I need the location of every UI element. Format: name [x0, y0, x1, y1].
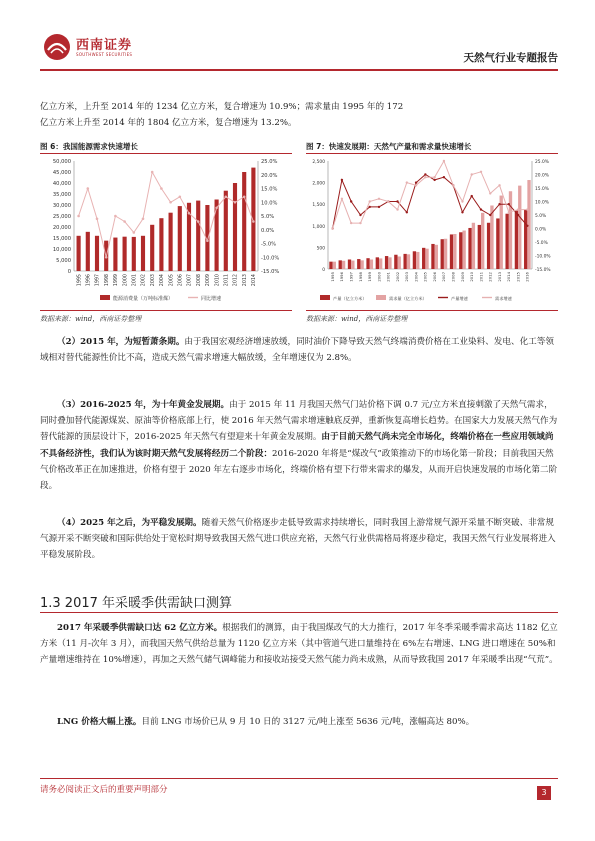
bar-2000-1: [123, 237, 127, 271]
line-point-2012: [489, 192, 491, 194]
line-point-2016: [526, 208, 528, 210]
footer-disclaimer: 请务必阅读正文后的重要声明部分: [40, 785, 168, 795]
line-point-2006: [179, 195, 182, 198]
line-point-1996: [341, 198, 343, 200]
line-point-2007: [443, 176, 445, 178]
line-point-2003: [406, 181, 408, 183]
section-p2-text: 目前 LNG 市场价已从 9 月 10 日的 3127 元/吨上涨至 5636 元/吨，涨幅高达 80%。: [141, 717, 475, 727]
y-left-tick-label: 2,000: [312, 181, 325, 187]
x-tick-label: 2010: [215, 274, 221, 287]
x-tick-label: 2004: [413, 272, 419, 282]
line-point-1997: [350, 200, 352, 202]
section-p2-bold: LNG 价格大幅上涨。: [57, 717, 142, 727]
bar-2005-2: [425, 249, 428, 269]
x-tick-label: 2000: [123, 274, 129, 287]
paragraph-2015-text: 由于我国宏观经济增速放缓，同时油价下降导致天然气终端消费价格在工业染料、发电、化工等领域相对替代能源性价比不高，造成天然气需求增速大幅放缓，全年增速仅为 2.8%。: [40, 337, 554, 364]
x-tick-label: 2003: [150, 274, 156, 287]
y-right-tick-label: 5.0%: [261, 214, 275, 220]
bar-2005-1: [422, 248, 425, 269]
bar-2016-2: [527, 180, 530, 269]
line-point-2013: [498, 203, 500, 205]
legend-label: 产量（亿立方米）: [333, 296, 367, 301]
bar-2011-1: [478, 225, 481, 269]
bar-2006-1: [178, 206, 182, 271]
line-point-2008: [452, 184, 454, 186]
x-tick-label: 2001: [132, 274, 138, 287]
x-tick-label: 1996: [339, 271, 345, 282]
y-right-tick-label: 20.0%: [261, 172, 278, 179]
bar-2008-1: [196, 201, 200, 271]
line-point-2007: [443, 160, 445, 162]
x-tick-label: 2010: [469, 271, 475, 282]
line-point-2011: [480, 208, 482, 210]
bar-2003-1: [150, 225, 154, 271]
line-point-2012: [234, 201, 237, 204]
bar-1996-2: [342, 261, 345, 269]
line-point-2014: [252, 220, 255, 223]
line-point-2009: [461, 200, 463, 202]
line-point-2010: [215, 206, 218, 209]
section-title: 1.3 2017 年采暖季供需缺口测算: [40, 596, 233, 611]
line-point-2005: [424, 176, 426, 178]
bar-2012-1: [487, 223, 490, 269]
x-tick-label: 2000: [376, 272, 382, 282]
figure-6-top-rule: [40, 153, 292, 154]
y-right-tick-label: 5.0%: [535, 214, 547, 219]
y-right-tick-label: 15.0%: [535, 187, 549, 192]
x-tick-label: 1999: [114, 274, 120, 287]
x-tick-label: 2007: [441, 271, 447, 282]
line-point-1997: [350, 222, 352, 224]
x-tick-label: 1997: [95, 274, 101, 287]
bar-2002-1: [141, 236, 145, 271]
x-tick-label: 2013: [242, 274, 248, 287]
header-rule: [40, 69, 558, 71]
page-header: [40, 28, 558, 68]
intro-line-1: 亿立方米，上升至 2014 年的 1234 亿立方米，复合增速为 10.9%；需求量由 1995 年的 172: [40, 102, 404, 112]
figure-6-title: 图 6：我国能源需求快速增长: [40, 142, 138, 151]
y-left-tick-label: 20,000: [52, 225, 71, 231]
x-tick-label: 2012: [487, 272, 493, 282]
bar-2002-1: [394, 255, 397, 269]
figure-6-bottom-rule: [40, 310, 292, 311]
line-point-2010: [471, 195, 473, 197]
line-point-2011: [480, 171, 482, 173]
paragraph-2025-text: 随着天然气价格逐步走低导致需求持续增长，同时我国上游常规气源开采量不断突破、非常规气源开采不断突破和国际供给处于宽松时期导致我国天然气进口供应充裕，天然气行业供需格局将逐步稳定，我国天然气行业发展将进入平稳发展阶段。: [40, 518, 556, 561]
y-right-tick-label: 25.0%: [535, 160, 549, 165]
legend-label: 能源消费量（万吨标准煤）: [113, 296, 174, 302]
section-p1-text: 根据我们的测算，由于我国煤改气的大力推行，2017 年冬季采暖季需求高达 1182 亿立方米（11 月-次年 3 月），而我国天然气供给总量为 1120 亿立方米（其中管道气进口量维持在 6%左右增速、LNG 进口增速在 50%和产量增速维持在 10%增速），再加之天然气储气调峰能力和接收站接受天然气能力尚未成熟，从而导致我国 2017 年采暖季出现“气荒”。: [40, 623, 558, 666]
x-tick-label: 2002: [394, 271, 400, 282]
line-point-2009: [206, 239, 209, 242]
x-tick-label: 2003: [404, 271, 410, 282]
bar-1995-1: [329, 262, 332, 269]
report-type: 天然气行业专题报告: [463, 52, 558, 64]
bar-2013-1: [242, 172, 246, 271]
y-right-tick-label: 10.0%: [261, 200, 278, 207]
bar-2004-1: [413, 251, 416, 269]
section-paragraph-1: [40, 620, 558, 669]
bar-2015-2: [518, 186, 521, 269]
page-number: 3: [537, 786, 551, 800]
bar-2001-1: [385, 256, 388, 269]
paragraph-2016-2025: [40, 397, 558, 494]
x-tick-label: 2005: [422, 272, 428, 282]
x-tick-label: 1998: [104, 274, 110, 287]
y-left-tick-label: 10,000: [52, 247, 71, 253]
y-left-tick-label: 0: [67, 269, 71, 275]
line-point-2013: [498, 184, 500, 186]
bar-1996-1: [339, 260, 342, 269]
bar-2001-2: [388, 257, 391, 269]
x-tick-label: 2004: [160, 274, 166, 287]
y-left-tick-label: 15,000: [52, 236, 71, 242]
x-tick-label: 2006: [431, 271, 437, 282]
line-point-2000: [123, 220, 126, 223]
bar-1998-1: [357, 259, 360, 269]
x-tick-label: 1997: [348, 272, 354, 282]
bar-2014-1: [251, 168, 255, 271]
legend-label: 同比增速: [201, 296, 222, 302]
x-tick-label: 1999: [367, 271, 373, 282]
bar-2007-1: [441, 239, 444, 269]
section-paragraph-2: [40, 714, 558, 730]
x-tick-label: 2014: [252, 274, 258, 287]
y-right-tick-label: 25.0%: [261, 159, 278, 165]
section-p1-bold: 2017 年采暖季供需缺口达 62 亿立方米。: [57, 623, 223, 633]
bar-2014-2: [509, 191, 512, 269]
bar-2003-1: [403, 254, 406, 269]
line-point-2007: [188, 212, 191, 215]
paragraph-2015: [40, 334, 558, 366]
bar-2013-1: [496, 218, 499, 269]
y-left-tick-label: 2,500: [312, 160, 325, 165]
line-point-2012: [489, 214, 491, 216]
line-point-2002: [396, 208, 398, 210]
line-point-2003: [406, 211, 408, 213]
x-tick-label: 2009: [459, 272, 465, 282]
line-point-2003: [151, 171, 154, 174]
y-left-tick-label: 30,000: [52, 203, 71, 209]
y-left-tick-label: 500: [316, 246, 325, 252]
y-right-tick-label: -5.0%: [261, 241, 277, 248]
x-tick-label: 2013: [496, 271, 502, 282]
bar-2010-1: [468, 228, 471, 269]
y-right-tick-label: 10.0%: [535, 200, 549, 206]
x-tick-label: 2011: [478, 272, 484, 282]
bar-1995-2: [333, 262, 336, 269]
series-line-2: [333, 161, 528, 229]
paragraph-2016-label: （3）2016-2025 年，为十年黄金发展期。: [57, 400, 230, 410]
x-tick-label: 2001: [385, 272, 391, 282]
x-tick-label: 2002: [141, 274, 147, 287]
x-tick-label: 1998: [357, 272, 363, 282]
bar-2014-1: [505, 214, 508, 269]
figure-6-source: 数据来源：wind，西南证券整理: [40, 315, 142, 323]
figure-7-title: 图 7：快速发展期：天然气产量和需求量快速增长: [306, 142, 472, 151]
bar-2000-2: [379, 258, 382, 269]
y-right-tick-label: 20.0%: [535, 173, 549, 179]
bar-1997-1: [95, 236, 99, 271]
bar-2009-1: [459, 232, 462, 269]
line-point-1999: [114, 215, 117, 218]
x-tick-label: 2005: [169, 274, 175, 287]
paragraph-2025-label: （4）2025 年之后，为平稳发展期。: [57, 518, 202, 528]
logo-subtitle: SOUTHWEST SECURITIES: [76, 52, 133, 57]
y-left-tick-label: 0: [322, 268, 325, 273]
x-tick-label: 1996: [86, 274, 92, 287]
y-left-tick-label: 40,000: [52, 181, 71, 187]
bar-2007-2: [444, 239, 447, 269]
y-right-tick-label: -10.0%: [261, 255, 280, 262]
x-tick-label: 2009: [206, 274, 212, 287]
bar-2011-2: [481, 213, 484, 269]
y-left-tick-label: 5,000: [56, 258, 71, 264]
figure-7-source: 数据来源：wind，西南证券整理: [306, 315, 408, 323]
x-tick-label: 2008: [196, 274, 202, 287]
figure-6-chart: [40, 155, 292, 307]
bar-1999-2: [370, 259, 373, 269]
figure-7-chart: [306, 155, 558, 307]
section-rule: [40, 612, 558, 613]
legend-label: 需求增速: [495, 296, 512, 301]
line-point-2008: [197, 220, 200, 223]
intro-line-2: 亿立方米上升至 2014 年的 1804 亿立方米，复合增速为 13.2%。: [40, 118, 297, 129]
line-point-2004: [415, 184, 417, 186]
line-point-2004: [415, 181, 417, 183]
bar-2015-1: [515, 211, 518, 269]
line-point-2010: [471, 173, 473, 175]
line-point-1998: [359, 214, 361, 216]
line-point-2000: [378, 198, 380, 200]
line-point-2015: [517, 214, 519, 216]
x-tick-label: 2015: [515, 272, 521, 282]
line-point-2016: [526, 225, 528, 227]
legend-label: 产量增速: [451, 296, 468, 301]
line-point-1995: [331, 227, 333, 229]
line-point-2006: [433, 176, 435, 178]
bar-2006-1: [431, 244, 434, 269]
bar-1999-1: [113, 238, 117, 271]
line-point-2000: [378, 206, 380, 208]
paragraph-2016-bold: 由于目前天然气尚未完全市场化，终端价格在一些应用领域尚不具备经济性，我们认为该时期天然气发展将经历二个阶段：: [40, 432, 554, 459]
line-point-2002: [142, 217, 145, 220]
line-point-2005: [169, 201, 172, 204]
footer-rule: [40, 778, 558, 779]
figure-7-bottom-rule: [306, 310, 558, 311]
bar-1999-1: [366, 258, 369, 269]
bar-2010-2: [472, 223, 475, 269]
bar-1997-1: [348, 259, 351, 269]
y-left-tick-label: 1,000: [312, 224, 325, 230]
line-point-2011: [225, 195, 228, 198]
line-point-1996: [87, 187, 90, 190]
line-point-2001: [387, 200, 389, 202]
paragraph-2016-text-2: 2016-2020 年将是“煤改气”政策推动下的市场化第一阶段；目前我国天然气价格改革正在加速推进，价格有望于 2020 年左右逐步市场化，终端价格有望下行带来需求的爆发，从而开启快速发展的市场化第二阶段。: [40, 448, 558, 492]
line-point-2004: [160, 187, 163, 190]
bar-2001-1: [132, 237, 136, 271]
figure-7-top-rule: [306, 153, 558, 154]
line-point-2005: [424, 173, 426, 175]
line-point-2014: [508, 211, 510, 213]
bar-1997-2: [351, 261, 354, 269]
y-left-tick-label: 1,500: [312, 203, 325, 209]
legend-swatch: [100, 295, 110, 300]
line-point-2009: [461, 211, 463, 213]
x-tick-label: 2007: [187, 274, 193, 287]
x-tick-label: 2016: [524, 272, 530, 282]
line-point-2015: [517, 208, 519, 210]
bar-2006-2: [435, 245, 438, 269]
y-right-tick-label: 0.0%: [261, 227, 275, 234]
line-point-1999: [369, 200, 371, 202]
bar-2011-1: [224, 191, 228, 271]
y-left-tick-label: 50,000: [52, 159, 71, 165]
line-point-1995: [77, 215, 80, 218]
y-right-tick-label: 15.0%: [261, 186, 278, 193]
legend-swatch: [320, 295, 330, 300]
line-point-1998: [359, 222, 361, 224]
paragraph-2015-label: （2）2015 年，为短暂萧条期。: [57, 337, 185, 347]
southwest-securities-logo-icon: [42, 32, 72, 62]
y-left-tick-label: 25,000: [52, 214, 71, 220]
x-tick-label: 1995: [77, 274, 83, 287]
paragraph-2016-text-1: 由于 2015 年 11 月我国天然气门站价格下调 0.7 元/立方米直接刺激了天然气需求，同时叠加替代能源煤炭、原油等价格底部上行，使 2016 年天然气需求增速触底反弹，重新恢复高增长趋势。在国家大力发展天然气作为替代能源的顶层设计下，2016-2025 年天然气有望迎来十年黄金发展期。: [40, 400, 558, 443]
x-tick-label: 2014: [506, 271, 512, 282]
legend-label: 需求量（亿立方米）: [389, 296, 427, 301]
line-point-1999: [369, 206, 371, 208]
line-point-2002: [396, 200, 398, 202]
bar-2010-1: [215, 200, 219, 272]
bar-2008-2: [453, 234, 456, 269]
line-point-2014: [508, 203, 510, 205]
bar-2009-2: [462, 231, 465, 269]
y-right-tick-label: -15.0%: [261, 269, 280, 275]
bar-2004-2: [416, 252, 419, 269]
logo-text: 西南证券: [76, 38, 133, 53]
bar-2000-1: [376, 257, 379, 269]
legend-swatch: [376, 295, 386, 300]
y-right-tick-label: 0.0%: [535, 227, 547, 233]
y-right-tick-label: -5.0%: [535, 241, 548, 246]
x-tick-label: 2011: [224, 274, 230, 287]
line-point-1998: [105, 256, 108, 259]
bar-1996-1: [86, 232, 90, 271]
line-point-2013: [243, 195, 246, 198]
x-tick-label: 2012: [233, 274, 239, 287]
x-tick-label: 1995: [329, 271, 335, 282]
bar-2005-1: [169, 213, 173, 271]
y-left-tick-label: 45,000: [52, 170, 71, 176]
y-right-tick-label: -10.0%: [535, 254, 551, 260]
x-tick-label: 2006: [178, 274, 184, 287]
bar-2003-2: [407, 254, 410, 269]
y-left-tick-label: 35,000: [52, 192, 71, 198]
line-point-2006: [433, 179, 435, 181]
bar-2002-2: [398, 256, 401, 269]
line-point-1997: [96, 217, 99, 220]
y-right-tick-label: -15.0%: [535, 268, 551, 273]
bar-2004-1: [159, 218, 163, 271]
bar-2016-1: [524, 210, 527, 269]
bar-1998-2: [360, 260, 363, 269]
x-tick-label: 2008: [450, 272, 456, 282]
line-point-2001: [133, 231, 136, 234]
bar-1995-1: [77, 236, 81, 271]
bar-2008-1: [450, 234, 453, 269]
line-point-1996: [341, 179, 343, 181]
intro-paragraph: [40, 99, 558, 131]
bar-2012-1: [233, 183, 237, 271]
paragraph-2025: [40, 515, 558, 564]
bar-2013-2: [500, 196, 503, 269]
